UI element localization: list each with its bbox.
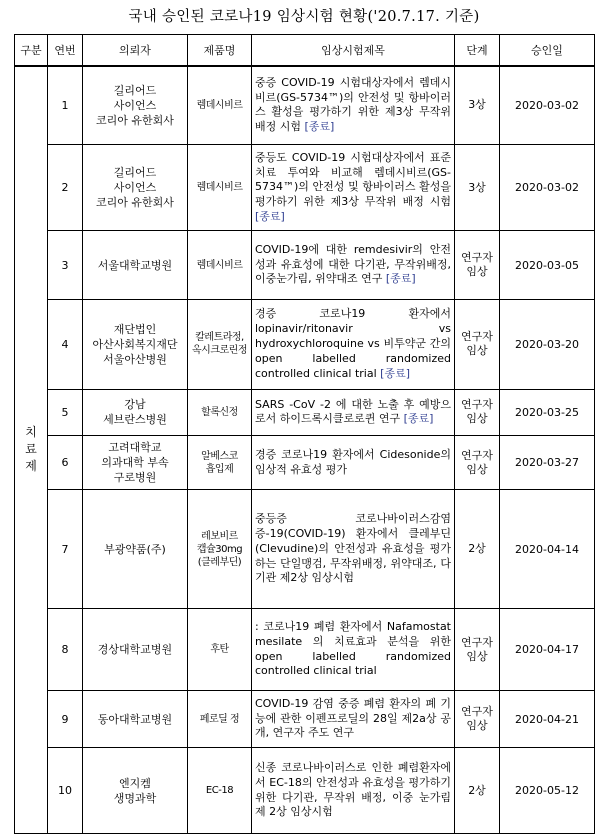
- trial-title-cell: [252, 748, 455, 834]
- phase-cell: [455, 145, 500, 231]
- phase-cell: [455, 389, 500, 435]
- sponsor-line: 강남: [124, 398, 146, 412]
- trial-title-text: 신종 코로나바이러스로 인한 폐렴환자에서 EC-18의 안전성과 유효성을 평가하기 위한 다기관, 무작위 배정, 이중 눈가림 제 2상 임상시험: [255, 761, 451, 819]
- approval-date: 2020-03-27: [500, 435, 595, 489]
- row-number: 4: [48, 300, 83, 390]
- trial-title-cell: [252, 490, 455, 609]
- table-row: [15, 435, 595, 489]
- product-line: 렘데시비르: [196, 182, 243, 194]
- sponsor-cell: [83, 435, 188, 489]
- product-line: 칼레트라정,: [195, 332, 244, 344]
- product-cell: [188, 300, 252, 390]
- sponsor-line: 서울대학교병원: [97, 258, 173, 272]
- sponsor-cell: [83, 690, 188, 747]
- status-badge: [종료]: [255, 209, 285, 223]
- product-cell: [188, 389, 252, 435]
- phase-cell: [455, 435, 500, 489]
- sponsor-line: 재단법인: [113, 322, 157, 336]
- header-trial-title: 임상시험제목: [252, 35, 455, 66]
- sponsor-line: 서울아산병원: [103, 352, 167, 366]
- table-row: [15, 300, 595, 390]
- phase-line: 2상: [468, 542, 486, 556]
- sponsor-line: 의과대학 부속: [101, 456, 169, 470]
- phase-line: 임상: [466, 462, 488, 476]
- header-phase: 단계: [455, 35, 500, 66]
- table-row: [15, 748, 595, 834]
- phase-cell: [455, 748, 500, 834]
- header-row: [15, 35, 595, 66]
- phase-line: 연구자: [461, 251, 493, 265]
- table-row: [15, 145, 595, 231]
- product-line: (클레부딘): [197, 556, 242, 568]
- phase-line: 3상: [468, 180, 486, 194]
- trial-title-cell: [252, 609, 455, 691]
- row-number: 2: [48, 145, 83, 231]
- sponsor-line: 구로병원: [113, 471, 157, 485]
- row-number: 6: [48, 435, 83, 489]
- product-cell: [188, 435, 252, 489]
- approval-date: 2020-03-02: [500, 66, 595, 145]
- trial-title-cell: [252, 690, 455, 747]
- row-number: 5: [48, 389, 83, 435]
- trial-title-cell: [252, 389, 455, 435]
- trial-title-cell: [252, 231, 455, 300]
- category-char: 제: [25, 459, 37, 474]
- table-body: [15, 66, 595, 834]
- row-number: 10: [48, 748, 83, 834]
- trial-title-cell: [252, 66, 455, 145]
- phase-cell: [455, 490, 500, 609]
- product-line: 레보비르: [201, 530, 238, 542]
- sponsor-cell: [83, 490, 188, 609]
- phase-line: 임상: [466, 719, 488, 733]
- sponsor-cell: [83, 300, 188, 390]
- product-line: 할록신정: [201, 406, 238, 418]
- trial-title-text: COVID-19 감염 중증 폐렴 환자의 폐 기능에 관한 이펜프로딜의 28일 제2a상 공개, 연구자 주도 연구: [255, 696, 451, 740]
- sponsor-cell: [83, 609, 188, 691]
- sponsor-cell: [83, 389, 188, 435]
- sponsor-line: 길리어드: [113, 83, 157, 97]
- table-row: [15, 609, 595, 691]
- product-cell: [188, 145, 252, 231]
- phase-line: 임상: [466, 265, 488, 279]
- category-char: 료: [25, 442, 37, 457]
- sponsor-line: 세브란스병원: [103, 413, 167, 427]
- trial-title-cell: [252, 435, 455, 489]
- trial-title-text: 경증 코로나19 환자에서 lopinavir/ritonavir vs hydroxychloroquine vs 비투약군 간의 open labelled randomized controlled clinical trial: [255, 307, 451, 380]
- trial-title-text: SARS -CoV -2 에 대한 노출 후 예방으로서 하이드록시클로로퀸 연구: [255, 397, 451, 426]
- phase-line: 임상: [466, 649, 488, 663]
- clinical-trials-table: [14, 34, 595, 834]
- product-cell: [188, 231, 252, 300]
- sponsor-line: 아산사회복지재단: [92, 337, 178, 351]
- trial-title-cell: [252, 300, 455, 390]
- product-line: 캡슐30mg: [196, 543, 243, 555]
- phase-line: 2상: [468, 783, 486, 797]
- table-row: [15, 66, 595, 145]
- product-cell: [188, 66, 252, 145]
- sponsor-line: 동아대학교병원: [97, 712, 173, 726]
- page-title: 국내 승인된 코로나19 임상시험 현황('20.7.17. 기준): [128, 9, 480, 25]
- sponsor-cell: [83, 145, 188, 231]
- product-cell: [188, 609, 252, 691]
- phase-cell: [455, 690, 500, 747]
- phase-line: 연구자: [461, 330, 493, 344]
- phase-line: 임상: [466, 344, 488, 358]
- status-badge: [종료]: [380, 366, 410, 380]
- approval-date: 2020-05-12: [500, 748, 595, 834]
- product-cell: [188, 690, 252, 747]
- sponsor-line: 코리아 유한회사: [96, 113, 174, 127]
- row-number: 3: [48, 231, 83, 300]
- trial-title-text: 중증 COVID-19 시험대상자에서 렘데시비르(GS-5734™)의 안전성 및 항바이러스 활성을 평가하기 위한 제3상 무작위 배정 시험: [255, 75, 451, 134]
- header-sponsor: 의뢰자: [83, 35, 188, 66]
- phase-line: 연구자: [461, 635, 493, 649]
- phase-line: 임상: [466, 412, 488, 426]
- product-line: 페로딜 정: [199, 713, 240, 725]
- header-category: 구분: [15, 35, 48, 66]
- table-row: [15, 490, 595, 609]
- table-row: [15, 231, 595, 300]
- header-product: 제품명: [188, 35, 252, 66]
- product-line: EC-18: [205, 785, 234, 797]
- status-badge: [종료]: [403, 412, 434, 426]
- approval-date: 2020-03-02: [500, 145, 595, 231]
- category-char: 치: [25, 425, 37, 440]
- phase-line: 연구자: [461, 705, 493, 719]
- product-cell: [188, 748, 252, 834]
- product-line: 흡입제: [205, 463, 234, 475]
- sponsor-line: 사이언스: [113, 181, 157, 195]
- sponsor-line: 길리어드: [113, 166, 157, 180]
- phase-line: 연구자: [461, 448, 493, 462]
- approval-date: 2020-03-25: [500, 389, 595, 435]
- phase-cell: [455, 66, 500, 145]
- sponsor-line: 사이언스: [113, 98, 157, 112]
- row-number: 8: [48, 609, 83, 691]
- sponsor-line: 생명과학: [113, 791, 157, 805]
- sponsor-line: 부광약품(주): [104, 542, 166, 556]
- sponsor-line: 엔지켐: [119, 776, 151, 790]
- trial-title-text: : 코로나19 폐렴 환자에서 Nafamostat mesilate 의 치료효과 분석을 위한 open labelled randomized controlled clinical trial: [255, 619, 451, 678]
- product-line: 후탄: [210, 644, 229, 656]
- trial-title-text: COVID-19에 대한 remdesivir의 안전성과 유효성에 대한 다기관, 무작위배정, 이중눈가림, 위약대조 연구: [255, 242, 451, 286]
- product-line: 렘데시비르: [196, 259, 243, 271]
- sponsor-cell: [83, 231, 188, 300]
- status-badge: [종료]: [385, 272, 416, 286]
- trial-title-text: 중등증 코로나바이러스감염증-19(COVID-19) 환자에서 클레부딘 (Clevudine)의 안전성과 유효성을 평가하는 단일맹검, 무작위배정, 위약대조, 다기관 제2상 임상시험: [255, 512, 451, 585]
- header-no: 연번: [48, 35, 83, 66]
- approval-date: 2020-03-20: [500, 300, 595, 390]
- product-line: 옥시크로린정: [192, 345, 247, 357]
- product-line: 렘데시비르: [196, 99, 243, 111]
- table-row: [15, 690, 595, 747]
- category-cell: [15, 66, 48, 834]
- approval-date: 2020-04-17: [500, 609, 595, 691]
- approval-date: 2020-04-14: [500, 490, 595, 609]
- row-number: 9: [48, 690, 83, 747]
- sponsor-cell: [83, 748, 188, 834]
- header-approval-date: 승인일: [500, 35, 595, 66]
- approval-date: 2020-04-21: [500, 690, 595, 747]
- phase-line: 연구자: [461, 398, 493, 412]
- sponsor-line: 고려대학교: [108, 441, 162, 455]
- sponsor-line: 경상대학교병원: [97, 643, 173, 657]
- trial-title-cell: [252, 145, 455, 231]
- sponsor-cell: [83, 66, 188, 145]
- approval-date: 2020-03-05: [500, 231, 595, 300]
- phase-cell: [455, 300, 500, 390]
- table-row: [15, 389, 595, 435]
- phase-cell: [455, 231, 500, 300]
- trial-title-text: 경증 코로나19 환자에서 Cidesonide의 임상적 유효성 평가: [255, 447, 451, 476]
- row-number: 7: [48, 490, 83, 609]
- trial-title-text: 중등도 COVID-19 시험대상자에서 표준 치료 투여와 비교해 렘데시비르(GS-5734™)의 안전성 및 항바이러스 활성을 평가하기 위한 제3상 무작위 배정 시험: [255, 150, 451, 209]
- phase-cell: [455, 609, 500, 691]
- sponsor-line: 코리아 유한회사: [96, 196, 174, 210]
- product-cell: [188, 490, 252, 609]
- product-line: 알베스코: [201, 450, 238, 462]
- status-badge: [종료]: [304, 120, 335, 134]
- row-number: 1: [48, 66, 83, 145]
- phase-line: 3상: [468, 98, 486, 112]
